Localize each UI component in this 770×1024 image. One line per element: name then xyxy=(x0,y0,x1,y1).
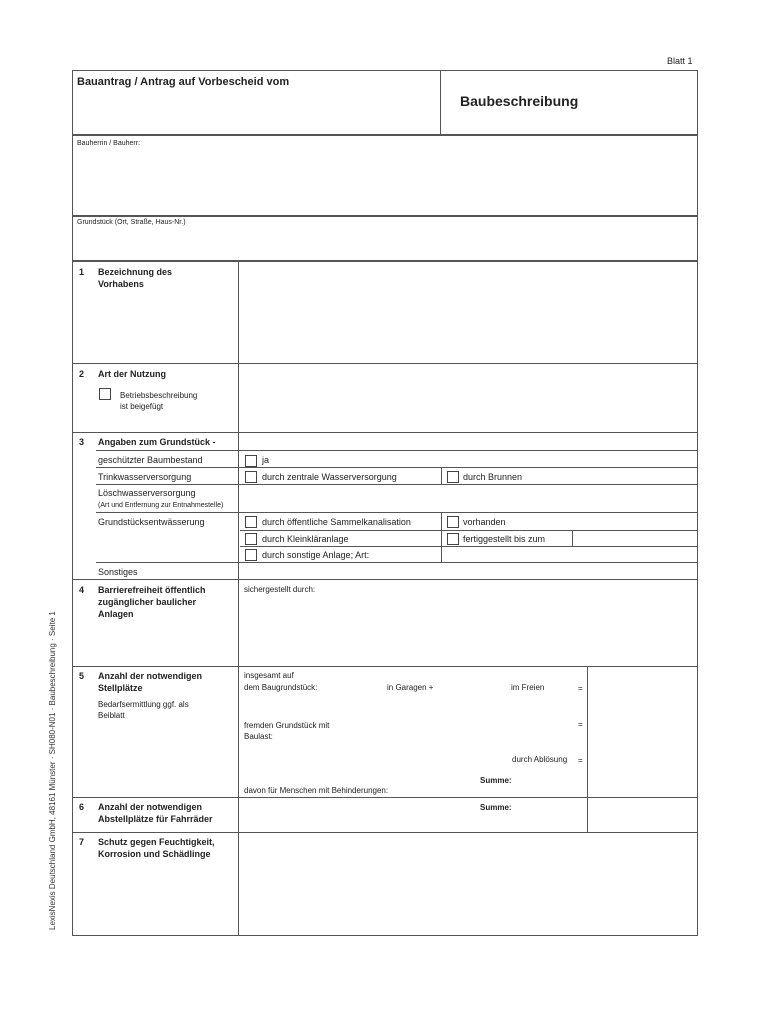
section-6-number: 6 xyxy=(79,802,85,812)
sonstige-anlage-field[interactable] xyxy=(443,548,696,561)
insgesamt-label: insgesamt auf xyxy=(244,671,294,680)
section-2-number: 2 xyxy=(79,369,85,379)
section-2-field[interactable] xyxy=(240,365,696,431)
section-1-title: Bezeichnung des xyxy=(98,267,173,277)
equals-3: = xyxy=(578,756,583,765)
bedarfsermittlung-note: Bedarfsermittlung ggf. als xyxy=(98,700,189,709)
summe-5-label: Summe: xyxy=(480,776,512,785)
section-7-title-line2: Korrosion und Schädlinge xyxy=(98,849,211,859)
freien-label: im Freien xyxy=(511,683,545,692)
grundstueck-field[interactable] xyxy=(73,230,696,258)
zentrale-wasserversorgung-label: durch zentrale Wasserversorgung xyxy=(262,472,397,482)
s3-line-3 xyxy=(96,484,698,485)
abloesung-label: durch Ablösung xyxy=(512,755,568,764)
section-6-title: Anzahl der notwendigen xyxy=(98,802,203,812)
fertiggestellt-checkbox[interactable] xyxy=(447,533,459,545)
loeschwasser-field[interactable] xyxy=(240,486,696,511)
section-1-title-line2: Vorhabens xyxy=(98,279,144,289)
header-divider xyxy=(440,70,441,134)
section-3-number: 3 xyxy=(79,437,85,447)
header-bottom-line xyxy=(72,134,698,136)
bauherr-field[interactable] xyxy=(73,150,696,214)
section-2-bottom xyxy=(72,432,698,433)
section-1-bottom xyxy=(72,363,698,364)
baumbestand-ja-checkbox[interactable] xyxy=(245,455,257,467)
section-7-field[interactable] xyxy=(240,834,696,934)
sonstiges-field[interactable] xyxy=(240,564,696,578)
bauherr-label: Bauherrin / Bauherr: xyxy=(77,140,141,147)
betriebsbeschreibung-checkbox[interactable] xyxy=(99,388,111,400)
form-title: Bauantrag / Antrag auf Vorbescheid vom xyxy=(77,76,290,88)
loeschwasser-hint: (Art und Entfernung zur Entnahmestelle) xyxy=(98,502,224,509)
section-7-number: 7 xyxy=(79,837,85,847)
trinkwasser-label: Trinkwasserversorgung xyxy=(98,472,192,482)
frame-top xyxy=(72,70,697,71)
bedarfsermittlung-note-line2: Beiblatt xyxy=(98,711,125,720)
section-6-bottom xyxy=(72,832,698,833)
baugrundstueck-label: dem Baugrundstück: xyxy=(244,683,318,692)
section-2-title: Art der Nutzung xyxy=(98,369,166,379)
s3-line-2 xyxy=(96,467,698,468)
grundstueck-label: Grundstück (Ort, Straße, Haus-Nr.) xyxy=(77,219,186,226)
grundstueck-bottom-line xyxy=(72,260,698,262)
s3-line-1 xyxy=(96,450,698,451)
sonstige-anlage-label: durch sonstige Anlage; Art: xyxy=(262,550,370,560)
entwaesserung-label: Grundstücksentwässerung xyxy=(98,517,205,527)
baumbestand-ja-label: ja xyxy=(262,455,270,465)
baumbestand-label: geschützter Baumbestand xyxy=(98,455,203,465)
frame-right xyxy=(697,70,698,936)
fremdes-grundstueck-label: fremden Grundstück mit xyxy=(244,721,330,730)
section-1-number: 1 xyxy=(79,267,85,277)
bauherr-bottom-line xyxy=(72,215,698,217)
betriebsbeschreibung-label-line2: ist beigefügt xyxy=(120,402,164,411)
s3-line-7 xyxy=(96,562,698,563)
brunnen-label: durch Brunnen xyxy=(463,472,523,482)
section-5-number: 5 xyxy=(79,671,85,681)
frame-bottom xyxy=(72,935,698,936)
sheet-number: Blatt 1 xyxy=(667,56,693,66)
barrierefreiheit-note: sichergestellt durch: xyxy=(244,585,316,594)
section-4-title-line3: Anlagen xyxy=(98,609,134,619)
section-6-title-line2: Abstellplätze für Fahrräder xyxy=(98,814,213,824)
form-subtitle: Baubeschreibung xyxy=(460,93,579,109)
betriebsbeschreibung-label: Betriebsbeschreibung xyxy=(120,391,198,400)
kleinklaeranlage-label: durch Kleinkläranlage xyxy=(262,534,349,544)
fertiggestellt-label: fertiggestellt bis zum xyxy=(463,534,546,544)
s3-entw-divider xyxy=(441,512,442,562)
section-4-field[interactable] xyxy=(240,597,696,664)
s3-line-4 xyxy=(96,512,698,513)
section-4-bottom xyxy=(72,666,698,667)
baulast-label: Baulast: xyxy=(244,732,273,741)
section-4-title-line2: zugänglicher baulicher xyxy=(98,597,197,607)
section-4-number: 4 xyxy=(79,585,85,595)
section-5-title-line2: Stellplätze xyxy=(98,683,143,693)
sonstiges-label: Sonstiges xyxy=(98,567,138,577)
stellplaetze-sum-field[interactable] xyxy=(589,668,696,794)
publisher-sidebar-text: LexisNexis Deutschland GmbH, 48161 Münster · SH080-N01 · Baubeschreibung · Seite 1 xyxy=(48,611,57,930)
section-1-field[interactable] xyxy=(240,264,696,362)
s3-line-6 xyxy=(240,546,698,547)
sonstige-anlage-checkbox[interactable] xyxy=(245,549,257,561)
section-7-title: Schutz gegen Feuchtigkeit, xyxy=(98,837,215,847)
s3-trink-divider xyxy=(441,467,442,484)
zentrale-wasserversorgung-checkbox[interactable] xyxy=(245,471,257,483)
section-4-title: Barrierefreiheit öffentlich xyxy=(98,585,206,595)
equals-1: = xyxy=(578,684,583,693)
sammelkanalisation-checkbox[interactable] xyxy=(245,516,257,528)
brunnen-checkbox[interactable] xyxy=(447,471,459,483)
loeschwasser-label: Löschwasserversorgung xyxy=(98,488,196,498)
kleinklaeranlage-checkbox[interactable] xyxy=(245,533,257,545)
equals-2: = xyxy=(578,720,583,729)
vorhanden-checkbox[interactable] xyxy=(447,516,459,528)
behinderung-label: davon für Menschen mit Behinderungen: xyxy=(244,786,389,795)
fertiggestellt-date-field[interactable] xyxy=(574,531,696,545)
section-5-title: Anzahl der notwendigen xyxy=(98,671,203,681)
section-3-title: Angaben zum Grundstück - xyxy=(98,437,216,447)
fertiggestellt-field-divider xyxy=(572,530,573,546)
garagen-label: in Garagen + xyxy=(387,683,434,692)
fahrraeder-sum-field[interactable] xyxy=(589,799,696,831)
sum-column-divider xyxy=(587,666,588,833)
summe-6-label: Summe: xyxy=(480,803,512,812)
vorhanden-label: vorhanden xyxy=(463,517,506,527)
section-3-bottom xyxy=(72,579,698,580)
section-5-bottom xyxy=(72,797,698,798)
sammelkanalisation-label: durch öffentliche Sammelkanalisation xyxy=(262,517,411,527)
